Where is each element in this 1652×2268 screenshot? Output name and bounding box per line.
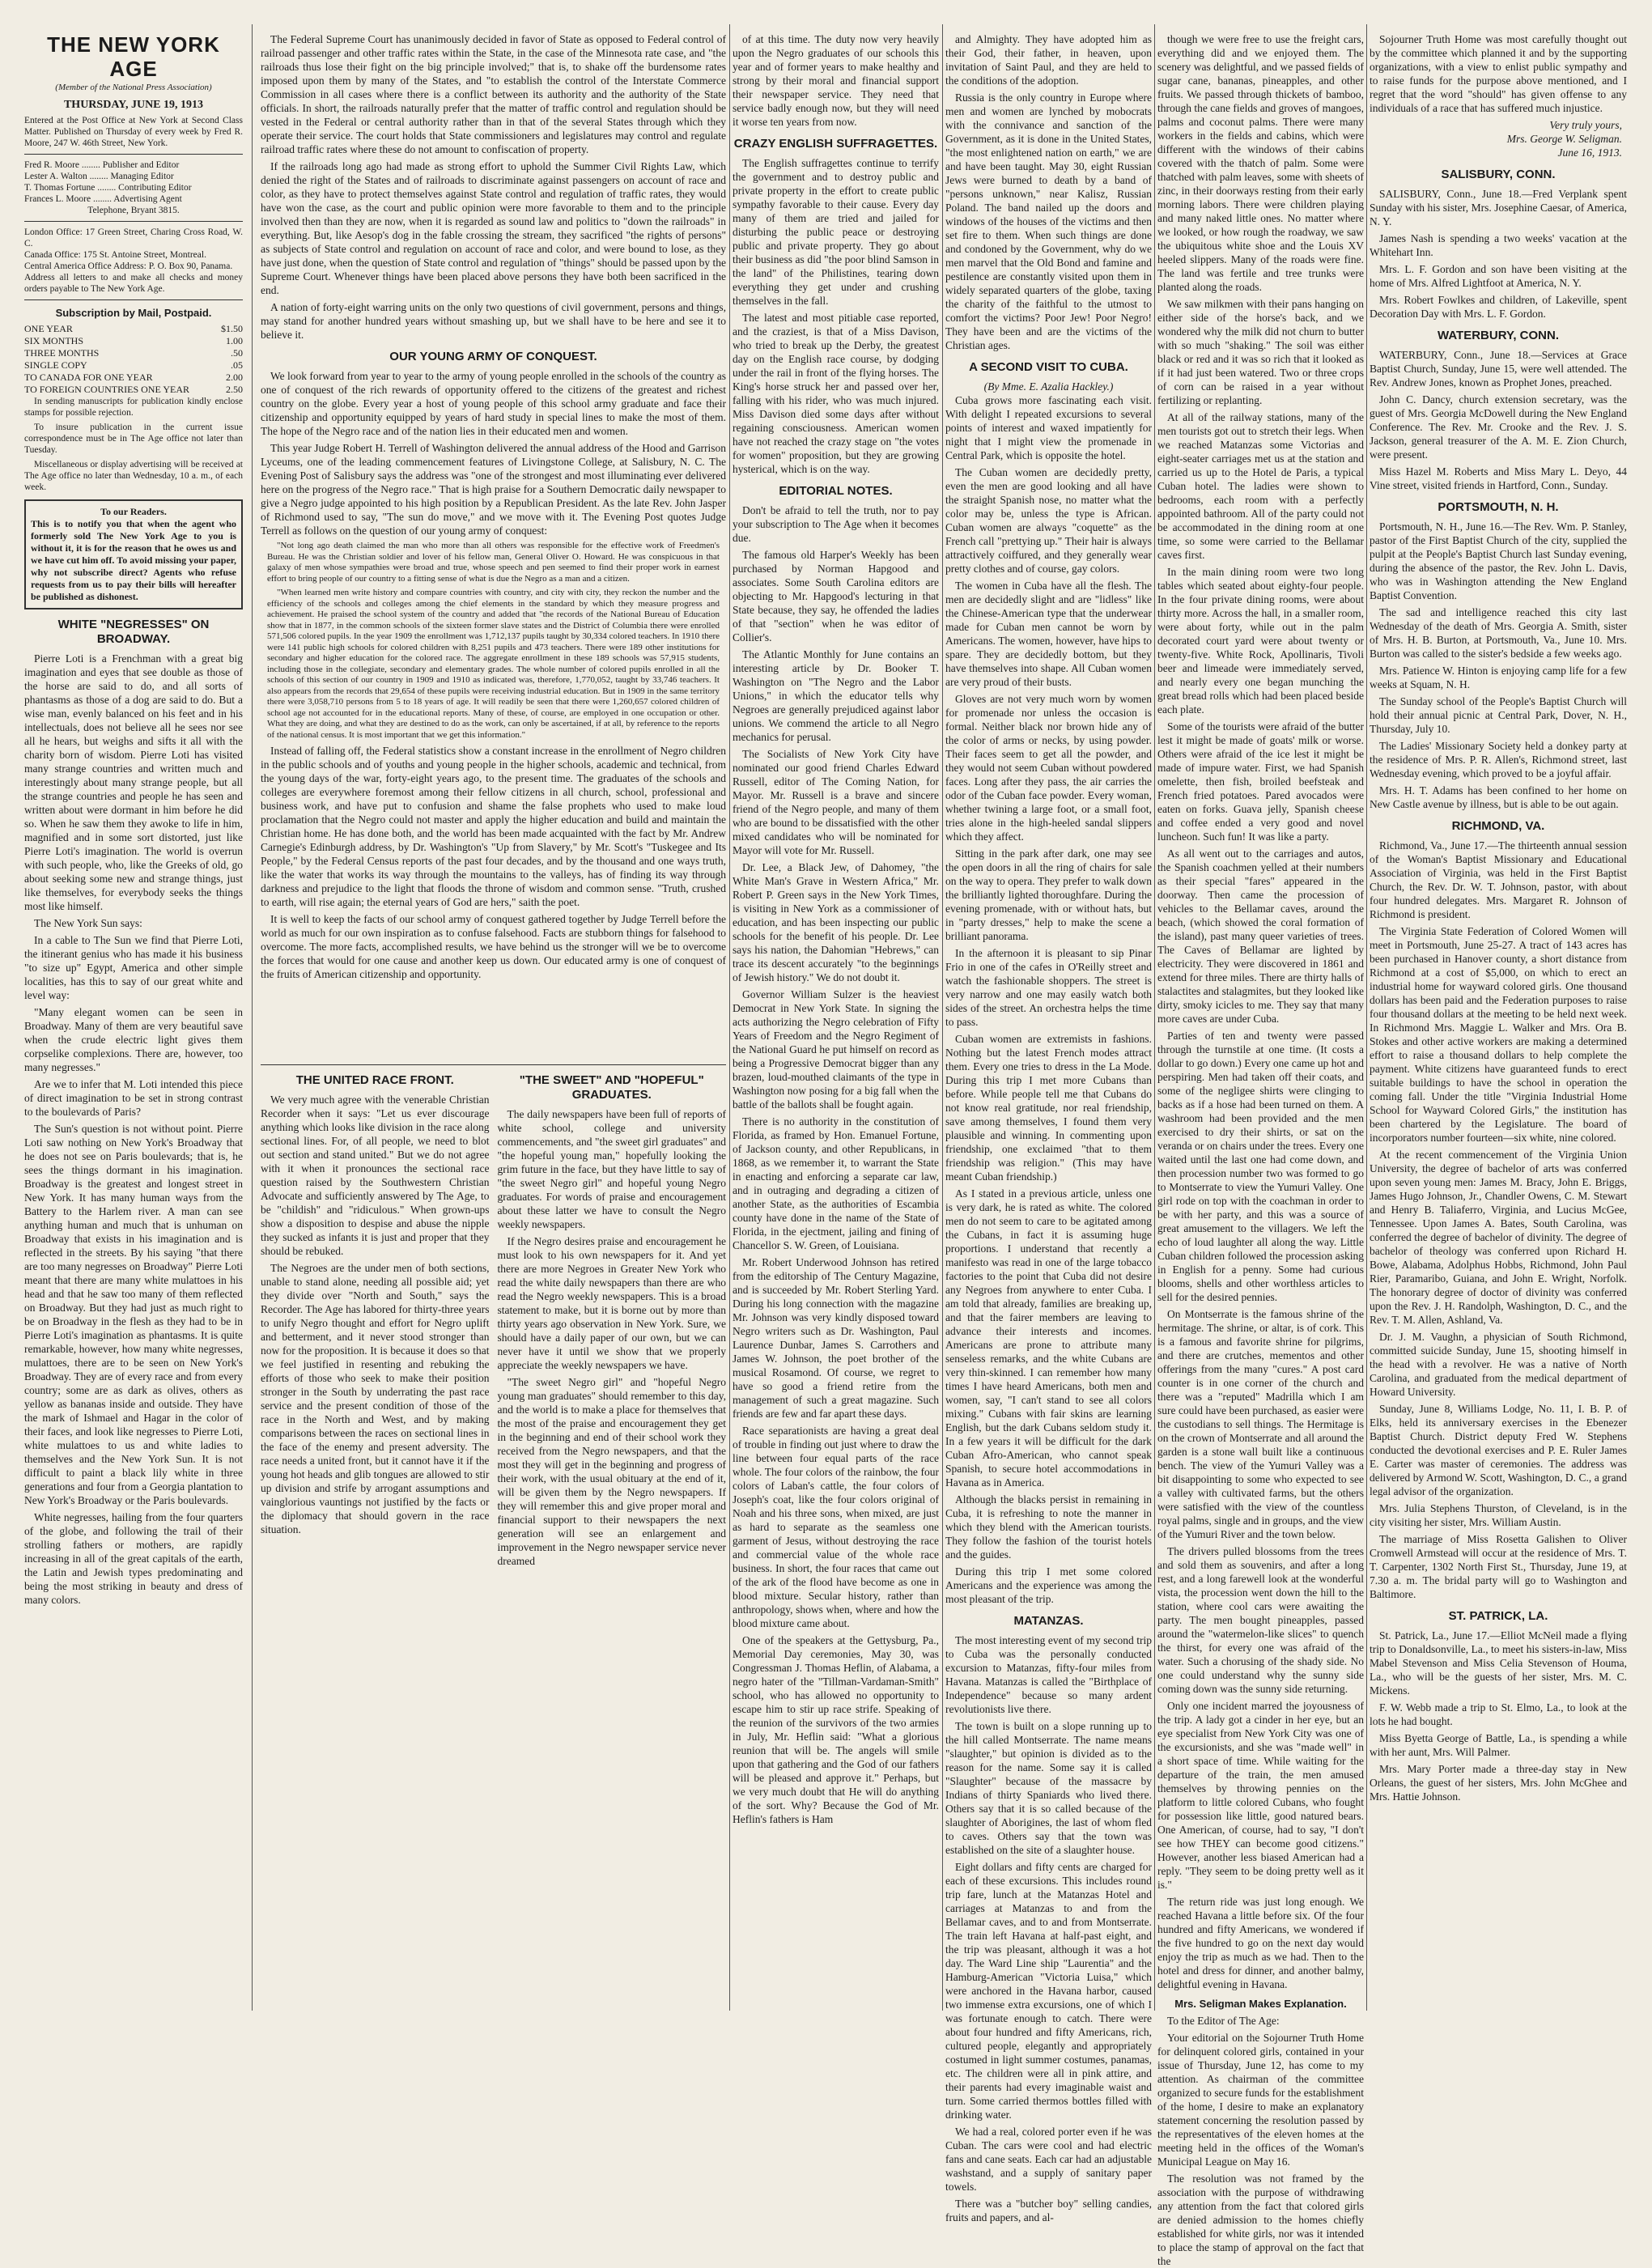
column-1	[24, 32, 243, 2007]
column-rule	[252, 24, 253, 2011]
paragraph: Parties of ten and twenty were passed through the turnstile at one time. (It costs a dollar to go down.) Every one came up hot and perspiring. Men had taken off their coats, and some of the negligee shirts were clinging to backs as if a hose had been turned on them. A washroom had been provided and the men exercised to dry their shirts, or sat on the veranda or on chairs under the trees. Every one waited until the last one had come down, and then procession number two was formed to go to Montserrate to view the Yumuri Valley. One girl rode on top with the coachman in order to be with her party, and this was a source of great amusement to the villagers. We left the echo of loud laughter all along the way. Little Cuban children followed the procession asking in English for a penny. Some had curious blooms, shells and other worthless articles to sell for the desired pennies.	[1157, 1030, 1364, 1303]
paragraph: As I stated in a previous article, unless one is very dark, he is rated as white. The colored men do not seem to care to be agitated among the Cubans, in fact it is assuming huge proportions. I understand that recently a manifesto was read in one of the large tobacco factories to the point that Cuba did not desire any Negroes from anywhere to enter Cuba. I am told that already, families are breaking up, and that the fairer members are leaving to advance their interests and incomes. Americans are prone to attribute many senseless remarks, and the white Cubans are very thin-skinned. I can remember how many times I have heard Americans, both men and women, say, "I can't stand to see all colors mixing." Cubans with fair skins are learning English, but the dark Cubans seldom study it. In a few years it will be difficult for the dark Cuban Afro-American, who cannot speak Spanish, to secure hotel accommodations in Havana as in America.	[945, 1187, 1152, 1489]
news-item: St. Patrick, La., June 17.—Elliot McNeil made a flying trip to Donaldsonville, La., to meet his sisters-in-law, Miss Mabel Stevenson and Miss Celia Stevenson of Houma, La., who will be the guests of her sister, Mrs. M. C. Mickens.	[1370, 1629, 1627, 1697]
staff-line: Frances L. Moore ........ Advertising Agent	[24, 194, 182, 204]
rate-label: SIX MONTHS	[24, 335, 84, 346]
paragraph: Are we to infer that M. Loti intended this piece of direct imagination to be set in strong contrast to the boulevards of Paris?	[24, 1078, 243, 1118]
paragraph: though we were free to use the freight cars, everything did and we enjoyed them. The scenery was delightful, and we passed fields of sugar cane, bananas, pineapples, and other fruits. We passed through thickets of bamboo, through the cane fields and groves of mangoes, palms and coconut palms. There were many workers in the fields and cabins, which were different with the windows of their cabins covered with the thatch of palm. Some were thatched with palm leaves, some with sheets of zinc, in their doorways resting from their early morning labors. There were children playing and many naked little ones. No matter where we looked, or how rough the roadway, we saw the ubiquitous white shoe and the Louis XV heeled slippers. Many of the roads were fine. The land was fertile and tree trunks were planted along the roads.	[1157, 33, 1364, 293]
masthead-title: THE NEW YORK AGE	[47, 32, 220, 81]
news-item: Mrs. Mary Porter made a three-day stay in New Orleans, the guest of her sisters, Mrs. John McGhee and Mrs. Hattie Johnson.	[1370, 1763, 1627, 1803]
paragraph: During this trip I met some colored Americans and the experience was among the most pleasant of the trip.	[945, 1565, 1152, 1605]
office-line: London Office: 17 Green Street, Charing Cross Road, W. C.	[24, 227, 243, 248]
article-body	[261, 32, 726, 342]
news-item: The Ladies' Missionary Society held a donkey party at the residence of Mrs. P. R. Allen's, Richmond street, last Wednesday evening, which proved to be a joyful affair.	[1370, 740, 1627, 779]
rate-row	[24, 323, 243, 335]
letter-signature	[1370, 118, 1627, 159]
paragraph: Only one incident marred the joyousness of the trip. A lady got a cinder in her eye, but an eye specialist from New York City was one of the excursionists, and she was "made well" in a short space of time. While waiting for the departure of the train, the men amused themselves by throwing pennies on the platform to little colored Cubans, who fought for possession like little, good natured bears. One American, of course, had to say, "I don't see how THEY can become good citizens." However, another less biased American had a reply. "They seem to be doing pretty well as it is."	[1157, 1700, 1364, 1891]
section-heading: SALISBURY, CONN.	[1441, 168, 1556, 181]
paragraph: White negresses, hailing from the four quarters of the globe, and following the trail of their strolling fathers or mothers, are rapidly increasing in all of the great capitals of the earth, the Latin and Jewish types predominating and being the most striking in beauty and dress of many colors.	[24, 1511, 243, 1606]
editorial-note: The famous old Harper's Weekly has been purchased by Norman Hapgood and associates. Some South Carolina editors are objecting to Mr. Hapgood's lecturing in that State because, they say, he offended the ladies of that "section" when he was editor of Collier's.	[733, 549, 939, 643]
news-item: Mrs. Julia Stephens Thurston, of Cleveland, is in the city visiting her sister, Mrs. William Austin.	[1370, 1502, 1627, 1528]
editorial-note: Governor William Sulzer is the heaviest Democrat in New York State. In signing the acts authorizing the Negro celebration of Fifty Years of Freedom and the Negro Regiment of the National Guard he put himself on record as being a Progressive Democrat bigger than any brazen, loud-mouthed claimants of the type in Washington now posing for a big fall when the battle of the ballots shall be fought again.	[733, 988, 939, 1111]
news-item: The marriage of Miss Rosetta Galishen to Oliver Cromwell Armstead will occur at the residence of Mrs. T. T. Carpenter, 1302 North First St., Thursday, June 19, at 7.30 a. m. The bridal party will go to Washington and Baltimore.	[1370, 1533, 1627, 1600]
article-body	[945, 32, 1152, 352]
section-heading: ST. PATRICK, LA.	[1448, 1609, 1548, 1623]
paragraph: We had a real, colored porter even if he was Cuban. The cars were cool and had electric fans and cane seats. Each car had an adjustable washstand, and a supply of sanitary paper towels.	[945, 2126, 1152, 2193]
paragraph: In the afternoon it is pleasant to sip Pinar Frio in one of the cafes in O'Reilly street and watch the fashionable shoppers. The street is very narrow and one may easily watch both sides of the street. An orchestra helps the time to pass.	[945, 947, 1152, 1028]
paragraph: Gloves are not very much worn by women for promenade nor unless the occasion is formal. Neither black nor brown hide any of the color of arms or necks, by using powder. Their faces seem to get all the powder, and they would not seem Cuban without powdered faces. Long after they pass, the air carries the odor of the Cuban face powder. Every woman, whether twining a large foot, or a small foot, tries alone in the high-heeled sandal slippers which they affect.	[945, 693, 1152, 843]
news-item: Miss Hazel M. Roberts and Miss Mary L. Deyo, 44 Vine street, visited friends in Hartford, Conn., Sunday.	[1370, 465, 1627, 491]
paragraph: Cuba grows more fascinating each visit. With delight I repeated excursions to several points of interest and waxed impatiently for night that I might view the promenade in Central Park, which is opposite the hotel.	[945, 394, 1152, 461]
rate-row	[24, 347, 243, 359]
rate-label: TO FOREIGN COUNTRIES ONE YEAR	[24, 384, 189, 395]
paragraph: If the Negro desires praise and encouragement he must look to his own newspapers for it. And yet there are more Negroes in Greater New York who read the white daily newspapers than there are who read the Negro weekly newspapers. This is a broad statement to make, but it is borne out by more than thirty years ago observation in New York. Sure, we should have a daily paper of our own, but we can never have it until we show that we properly appreciate the weekly newspapers we have.	[497, 1235, 726, 1371]
section-heading: WATERBURY, CONN.	[1438, 329, 1559, 342]
paragraph: "Many elegant women can be seen in Broadway. Many of them are very beautiful save when the crude electric light gives them corpselike complexions. There are, however, too many negresses."	[24, 1006, 243, 1073]
news-item: Mrs. Patience W. Hinton is enjoying camp life for a few weeks at Squam, N. H.	[1370, 665, 1627, 690]
rate-row	[24, 384, 243, 396]
article-heading: MATANZAS.	[1013, 1614, 1084, 1628]
paragraph: The women in Cuba have all the flesh. The men are decidedly slight and are "lidless" like the Chinese-American type that the underwear made for Cuban men cannot be worn by Americans. The women, however, have hips to spare. They are decidedly bottom, but they have themselves into shape. All Cuban women are very proud of their busts.	[945, 580, 1152, 688]
article-body	[733, 156, 939, 476]
column-3	[733, 32, 939, 2007]
paragraph: and Almighty. They have adopted him as their God, their father, in heaven, upon invitation of Saint Paul, and they are held to the conditions of the adoption.	[945, 33, 1152, 87]
news-item: Richmond, Va., June 17.—The thirteenth annual session of the Woman's Baptist Missionary and Educational Association of Virginia, was held in the First Baptist Church, the Rev. Dr. W. T. Johnson, pastor, with about four hundred delegates. Mrs. Margaret R. Johnson of Richmond is president.	[1370, 839, 1627, 920]
article-heading: WHITE "NEGRESSES" ON BROADWAY.	[57, 618, 210, 646]
paragraph: The latest and most pitiable case reported, and the craziest, is that of a Miss Davison, who tried to break up the Derby, the greatest day on the English race course, by dodging under the rail in front of the flying horses. The King's horse struck her and passed over her, falling with his rider, who was much injured. Miss Davison died some days after without regaining consciousness. American women have not reached the crazy stage on "the votes for women" proposition, but they are growing hysterical, which is on the way.	[733, 312, 939, 475]
paragraph: The most interesting event of my second trip to Cuba was the personally conducted excursion to Matanzas, fifty-four miles from Havana. Matanzas is called the "Birthplace of Independence" because so many ardent revolutionists live there.	[945, 1634, 1152, 1715]
article-body	[1157, 32, 1364, 1991]
rate-price: .50	[231, 347, 243, 359]
divider	[24, 299, 243, 300]
paragraph: There was a "butcher boy" selling candies, fruits and papers, and al-	[945, 2198, 1152, 2223]
news-item: Portsmouth, N. H., June 16.—The Rev. Wm. P. Stanley, pastor of the First Baptist Church of the city, supplied the pulpit at the People's Baptist Church last Sunday evening, during the absence of the pastor, the Rev. John L. Davis, who was in Washington attending the New England Baptist Convention.	[1370, 520, 1627, 601]
column-rule	[1154, 24, 1155, 2011]
paragraph: Instead of falling off, the Federal statistics show a constant increase in the enrollment of Negro children in the public schools and of youths and young people in the higher schools, academic and technical, from the young days of the war, forty-eight years ago, to the present time. The graduates of the schools and colleges are everywhere foremost among their fellow citizens in all church, school, professional and business work, and have put to confusion and shame the false prophets who used to make loud proclamation that the Negro could not master and apply the higher education and build and maintain the Christian home. He has done both, and the world has been made acquainted with the fact by Mr. Andrew Carnegie's Edinburgh address, by Dr. Washington's "Up from Slavery," by Mr. Scott's "Tuskegee and Its People," by the Federal Census reports of the past four decades, and by the thousand and one ways truth, like the water that works its way through the mountains to the valleys, has of finding its way through darkness and prejudice to the light that floods the throne of wisdom and common sense. "Truth, crushed to earth, will rise again; the eternal years of God are hers," saith the poet.	[261, 745, 726, 908]
section-heading: PORTSMOUTH, N. H.	[1438, 500, 1559, 514]
paragraph: This year Judge Robert H. Terrell of Washington delivered the annual address of the Hood and Garrison Lyceums, one of the leading commencement features of Livingstone College, at Salisbury, N. C. The Evening Post of Salisbury says the address was "one of the strongest and most illuminating ever delivered here on the progress of the Negro race." That is high praise for a Southern Democratic daily newspaper to give a Negro judge appointed to his high position by a Republican President. As the late Rev. John Jasper of Richmond used to say, "The sun do move," and we move with it. The Evening Post quotes Judge Terrell as follows on the question of our young army of conquest:	[261, 442, 726, 537]
paragraph: Sojourner Truth Home was most carefully thought out by the committee which planned it and by the supporting organizations, with a view to enlist public sympathy and to raise funds for the purpose above mentioned, and I regret that the word "should" has given offense to any individuals of a race that has suffered much injustice.	[1370, 33, 1627, 114]
local-news	[1370, 168, 1627, 1803]
readers-notice-heading: To our Readers.	[100, 506, 167, 517]
paragraph: The Sun's question is not without point. Pierre Loti saw nothing on New York's Broadway that he does not see on Paris boulevards; that is, he sees the things dormant in his imagination. Broadway is the greatest and longest street in New York. It has many human ways from the Battery to the Harlem river. A man can see anything human and much that is unhuman on Broadway that exists in his imagination and is reflected in the streets. By his saying "that there are too many negresses on Broadway" Pierre Loti meant that there are many white mulattoes in his head and that he saw too many of them reflected on Broadway. But they had just as much right to be on Broadway in the flesh as they had to be in Pierre Loti's imagination as phantasms. It is quite remarkable, however, how many white negresses, mulattoes, there are to be seen on New York's Broadway. They are of every race and from every country; some are as dark as olives, others as yellow as bananas inside and outside. They have the mark of Ishmael and Hagar in the color of their faces, and look like negresses to Pierre Loti, white mulattoes to us and white ladies to themselves and the New York Sun. It is not difficult to paint a black lily white in three generations and four from a Georgia plantation to New York's Broadway or the Paris boulevards.	[24, 1123, 243, 1506]
paragraph: As all went out to the carriages and autos, the Spanish coachmen yelled at their numbers as their special "fares" appeared in the doorway. Then came the procession of vehicles to the Bellamar caves, around the beach, (which showed the coral formation of the island), past many queer varieties of trees. The Caves of Bellamar are lighted by electricity. They were discovered in 1861 and extend for three miles. There are thirty halls of stalactites and stalagmites, but they looked like dirty, smoky icicles to me. They say that many more caves are under Cuba.	[1157, 847, 1364, 1025]
byline: (By Mme. E. Azalia Hackley.)	[983, 380, 1114, 393]
paragraph: The Federal Supreme Court has unanimously decided in favor of State as opposed to Federal control of railroad passenger and other traffic rates within the State, in the case of the Minnesota rate case, and "the railroads thus lose their fight on the big principle involved;" that is, to shake off the burdensome rates imposed upon them by many of the States, and "to establish the control of the Interstate Commerce Commission in all cases where there is a conflict between its authority and the authority of the State officials. In short, the railroads naturally prefer that the matter of traffic control and regulation should be vested in the Federal or central authority rather than in that of the several States through which they operate their service. The court holds that State commissioners and legislatures may control and regulate railroad traffic rates where these do not amount to confiscation of property.	[261, 33, 726, 155]
news-item: Mrs. L. F. Gordon and son have been visiting at the home of Mrs. Alfred Lightfoot at America, N. Y.	[1370, 263, 1627, 289]
article-body	[733, 32, 939, 129]
staff-line: Lester A. Walton ........ Managing Editor	[24, 172, 174, 181]
office-line: Central America Office Address: P. O. Box 90, Panama.	[24, 261, 233, 271]
rate-price: .05	[231, 359, 243, 371]
article-body	[261, 1093, 490, 1536]
paragraph: At all of the railway stations, many of the men tourists got out to stretch their legs. When we reached Matanzas some Victorias and eight-seater carriages met us at the station and carried us up to the Hotel de Paris, a typical Cuban hotel. The ladies were shown to bedrooms, each room with a perfectly appointed bathroom. All of the party could not be accommodated in the dining room at one time, so some were carried to the Bellamar caves first.	[1157, 411, 1364, 561]
editorial-note: The Socialists of New York City have nominated our good friend Charles Edward Russell, editor of The Coming Nation, for Mayor. Mr. Russell is a brave and sincere friend of the Negro people, and many of them who are bound to be dissatisfied with the other mixed candidates who will be nominated for Mayor will vote for Mr. Russell.	[733, 748, 939, 856]
column-4	[945, 32, 1152, 2223]
payment-notice: Address all letters to and make all checks and money orders payable to The New York Age.	[24, 273, 243, 294]
paragraph: Some of the tourists were afraid of the butter lest it might be made of goats' milk or worse. Others were afraid of the ice lest it might be made of impure water. First, we had Spanish omelette, then fish, broiled beefsteak and French fried potatoes. Pared avocados were eaten on forks. Guava jelly, Spanish cheese and coffee ended a very good and novel luncheon. Such fun! It was like a party.	[1157, 720, 1364, 843]
editorial-note: One of the speakers at the Gettysburg, Pa., Memorial Day ceremonies, May 30, was Congressman J. Thomas Heflin, of Alabama, a negro hater of the "Tillman-Vardaman-Smith" school, who has allowed no opportunity to escape him to stir up race strife. Speaking of the reunion of the survivors of the two armies in July, Mr. Heflin said: "What a glorious reunion that will be. The angels will smile upon that gathering and the God of our fathers will be pleased and approve it." Perhaps, but we very much doubt that He will do anything of the sort. Why? Because the God of Mr. Heflin's fathers is Ham	[733, 1634, 939, 1825]
column-5	[1157, 32, 1364, 2267]
letter-body	[1157, 2014, 1364, 2268]
article-heading: A SECOND VISIT TO CUBA.	[969, 360, 1128, 374]
article-body	[498, 1107, 727, 1568]
paragraph: Although the blacks persist in remaining in Cuba, it is refreshing to note the manner in which they blend with the American tourists. They follow the fashion of the tourist hotels and the guides.	[945, 1493, 1152, 1561]
rate-row	[24, 372, 243, 384]
paragraph: Sitting in the park after dark, one may see the open doors in all the ring of chairs for sale on the way to opera. They prefer to walk down the brilliantly lighted thoroughfare. During the evening promenade, with or without hats, but in "party dresses," help to make the scene a brilliant panorama.	[945, 847, 1152, 942]
paragraph: We saw milkmen with their pans hanging on either side of the horse's back, and we wondered why the milk did not churn to butter with so much "shaking." The soil was either black or red and it was so rich that it looked as if it had just been watered. Two or three crops of corn can be raised in a year without fertilizing or replanting.	[1157, 298, 1364, 406]
article-heading: Mrs. Seligman Makes Explanation.	[1174, 1998, 1347, 2010]
subscription-note: To insure publication in the current issue correspondence must be in The Age office not later than Tuesday.	[24, 423, 243, 455]
subscription-rates	[24, 323, 243, 396]
article-body	[945, 393, 1152, 1606]
paragraph: The Cuban women are decidedly pretty, even the men are good looking and all have the straight Spanish nose, no matter what the color may be, unless the type is African. Cuban women are always "coquette" as the French call "prettying up." Their hair is always attractively coiffured, and they generally wear pretty clothes and of course, gay colors.	[945, 466, 1152, 575]
rate-row	[24, 359, 243, 372]
readers-notice-text: This is to notify you that when the agent who formerly sold The New York Age to you is without it, it is for the reason that he owes us and we have cut him off. To avoid missing your paper, why not subscribe direct? Agents who refuse requests from us to pay their bills will hereafter be published as dishonest.	[31, 518, 236, 602]
article-body	[945, 1633, 1152, 2224]
news-item: The Sunday school of the People's Baptist Church will hold their annual picnic at Central Park, Dover, N. H., Thursday, July 10.	[1370, 695, 1627, 735]
subscription-note: In sending manuscripts for publication kindly enclose stamps for possible rejection.	[24, 397, 243, 418]
rate-row	[24, 335, 243, 347]
paragraph: To the Editor of The Age:	[1167, 2015, 1280, 2027]
signature-line: June 16, 1913.	[1557, 147, 1622, 159]
column-2-editorial	[261, 32, 726, 1060]
rate-label: TO CANADA FOR ONE YEAR	[24, 372, 153, 383]
paragraph: It is well to keep the facts of our school army of conquest gathered together by Judge Terrell before the world as much for our own inspiration as to confuse falsehood. Facts are stubborn things for falsehood to overcome. The more facts, accomplished results, we have behind us the stronger will we be to overcome the forces that would for one cause and another keep us down. Our educated army is one of conquest of the fruits of American citizenship and opportunity.	[261, 913, 726, 980]
paragraph: The daily newspapers have been full of reports of white school, college and university commencements, and "the sweet girl graduates" and "the hopeful young man," hopefully looking the grim future in the face, but they have little to say of "the sweet Negro girl" and hopeful young Negro graduates. For words of praise and encouragement about these latter we have to consult the Negro weekly newspapers.	[497, 1108, 726, 1230]
paragraph: The return ride was just long enough. We reached Havana a little before six. Of the four hundred and fifty Americans, we wondered if the five hundred to go on the next day would enjoy the trip as much as we had. Then to the hotel and dress for dinner, and another balmy, delightful evening in Havana.	[1157, 1896, 1364, 1990]
subscription-notes	[24, 396, 243, 493]
news-item: F. W. Webb made a trip to St. Elmo, La., to look at the lots he had bought.	[1370, 1701, 1627, 1727]
editorial-note: Dr. Lee, a Black Jew, of Dahomey, "the White Man's Grave in Western Africa," Mr. Robert P. Green says in the New York Times, is visiting in New York as a commissioner of education, and has been inspecting our public schools for the benefit of his people. Dr. Lee says his nation, the Dahomian "Hebrews," can trace its descent accurately "to the beginnings of Jewish history." We do not doubt it.	[733, 861, 939, 983]
signature-line: Mrs. George W. Seligman.	[1506, 133, 1622, 145]
issue-date: THURSDAY, JUNE 19, 1913	[63, 99, 204, 111]
paragraph: The town is built on a slope running up to the hill called Montserrate. The name means "slaughter," but opinion is divided as to the reason for the name. Some say it is called "Slaughter" because of the massacre by Indians of thirty Spaniards who lived there. Others say that it is so called because of the slaughter of Aborigines, the last of whom fled to caves. Others say that the town was established on the site of a slaughter house.	[945, 1720, 1152, 1856]
paragraph: We very much agree with the venerable Christian Recorder when it says: "Let us ever discourage anything which looks like division in the race along sectional lines. For, of all people, we need to blot out section and stand united." But we do not agree with it when it pronounces the sectional race question raised by the Southwestern Christian Advocate and sufficiently answered by The Age, to be "childish" and "ridiculous." When grown-ups show a disposition to despise and abuse the nipple they sucked as infants it is just and proper that they should be rebuked.	[261, 1094, 490, 1257]
paragraph: Russia is the only country in Europe where men and women are lynched by mobocrats with the connivance and sanction of the Government, as it is done in the United States, "the most enlightened nation on earth," we are and have been taught. May 30, eight Russian Jews were burned to death by a band of "persons unknown," near Kalisz, Russian Poland. The band nailed up the doors and windows of the houses of the victims and then set fire to them. When such things are done and condoned by the Government, why do we men marvel that the Old Bond and famine and pestilence are constantly visited upon them in widely separated quarters of the globe, taxing the charity of the faithful to the utmost to comfort the victims? Poor Jew! Poor Negro! They have been and are the victims of the Christian ages.	[945, 91, 1152, 351]
subscription-note: Miscellaneous or display advertising will be received at The Age office no later than Wednesday, 10 a. m., of each week.	[24, 460, 243, 492]
article-heading: EDITORIAL NOTES.	[779, 484, 893, 498]
column-rule	[1366, 24, 1367, 2011]
quote-paragraph: "When learned men write history and compare countries with country, and city with city, they reckon the number and the efficiency of the schools and colleges among the chief elements in the standard by which they measure progress and achievement. He praised the school system of the country and added that "the records of the National Bureau of Education show that in 1877, in the common schools of the sixteen former slave states and the District of Columbia there were enrolled 571,506 colored pupils. In the year 1909 the enrollment was 1,712,137 pupils taught by 30,334 colored teachers. In 1910 there were 141 public high schools for colored children with 8,251 pupils and 473 teachers. There were 189 other institutions for secondary and higher education for the colored race. The aggregate enrollment in these 189 schools was 57,915 students, including those in the collegiate, secondary and elementary grades. The whole number of colored pupils enrolled in all the schools of this section of our country in 1909 and 1910 as indicated was, therefore, 1,770,052, taught by 33,746 teachers. It also appears from the records that 29,654 of these pupils were receiving industrial education. But in 1909 in the same territory there were 3,058,710 persons from 5 to 18 years of age. It will readily be seen that there were 1,260,657 colored children of school age not accounted for in the educational reports. Many of these, of course, are employed in one occupation or other. What they are doing, and what they are destined to do as the work, can only be ascertained, if at all, by reference to the reports of the national census. It is most important that we get this information."	[267, 588, 720, 740]
united-race-front-article	[261, 1065, 490, 1571]
quote-paragraph: "Not long ago death claimed the man who more than all others was responsible for the effective work of Freedmen's Bureau. He was the Christian soldier and lover of his fellow man, General Oliver O. Howard. He was conspicuous in that galaxy of men whose sympathies were broad and true, whose speech and pen seemed to find their proper work in earnest effort to bring people of our country to a fitting sense of what is due the Negro as a man and a citizen.	[267, 541, 720, 584]
paragraph: If the railroads long ago had made as strong effort to uphold the Summer Civil Rights Law, which denied the right of the States and of railroads to discriminate against passengers on account of race and color, as they have to protect themselves against State control and regulation of traffic rates, they would have won the case, as the court and public opinion were more favorable to them and to the principle involved then than they are now, when it is regarded as sound law and politics to "down the railroads" in everything. But, like Aesop's dog in the fable crossing the stream, they sacrificed "the rights of persons" as subjects of State control and regulation on account of race and color, and were bound to lose, as they have just done, when the question of State control and regulation of "things" should be passed upon by the Supreme Court. Whenever things have been placed above persons they have both been sacrificed in the end.	[261, 160, 726, 296]
paragraph: Eight dollars and fifty cents are charged for each of these excursions. This includes round trip fare, lunch at the Matanzas Hotel and carriages at Matanzas to and from the Bellamar caves, and to and from Montserrate. The train left Havana at half-past eight, and the trip was pleasant, although it was a hot day. The Ward Line ship "Laurentia" and the Hamburg-American "Victoria Luisa," which were anchored in the Havana harbor, caused two immense extra excursions, one of which I was fortunate enough to catch. There were about four hundred and fifty Americans, rich, cultured people, elegantly and appropriately costumed in light summer costumes, panamas, etc. The children were all in pink attire, and their parents had every imaginable waist and turn. Some carried thermos bottles filled with drinking water.	[945, 1861, 1152, 2121]
rate-price: $1.50	[221, 323, 243, 334]
letter-body	[1370, 32, 1627, 115]
news-item: The sad and intelligence reached this city last Wednesday of the death of Mrs. Georgia A. Smith, sister of Mrs. H. B. Burton, at Portsmouth, Va., June 10. Mrs. Burton was called to the sister's bedside a few weeks ago.	[1370, 606, 1627, 660]
staff-line: T. Thomas Fortune ........ Contributing Editor	[24, 183, 192, 193]
article-body	[261, 744, 726, 981]
paragraph: We look forward from year to year to the army of young people enrolled in the schools of the country as one of conquest of the rich rewards of opportunity offered to the citizens of the greatest and richest country on the globe. Every year a host of young people of this school army graduate and face their citizenship and opportunity equipped by years of hard study in special lines to make the most of them. The hope of the Negro race and of the nation lies in their educated men and women.	[261, 370, 726, 437]
article-heading: OUR YOUNG ARMY OF CONQUEST.	[389, 350, 597, 363]
news-item: James Nash is spending a two weeks' vacation at the Whitehart Inn.	[1370, 232, 1627, 258]
paragraph: In the main dining room were two long tables which seated about eighty-four people. In the four private dining rooms, were about thirty more. Across the hall, in a smaller room, were about forty, while out in the palm decorated court yard were about twenty or twenty-five. White Rock, Apollinaris, Tivoli beer and limeade were immediately served, and nearly every one began munching the great bread rolls which had been placed beside each plate.	[1157, 566, 1364, 716]
news-item: Sunday, June 8, Williams Lodge, No. 11, I. B. P. of Elks, held its anniversary exercises in the Ebenezer Baptist Church. District deputy Fred W. Stephens conducted the devotional exercises and P. E. Ruler James E. Carter was master of ceremonies. The address was delivered by Armond W. Scott, Washington, D. C., a grand legal advisor of the organization.	[1370, 1403, 1627, 1497]
telephone: Telephone, Bryant 3815.	[87, 206, 180, 215]
rate-price: 1.00	[226, 335, 243, 346]
staff-line: Fred R. Moore ........ Publisher and Editor	[24, 160, 180, 170]
section-heading: RICHMOND, VA.	[1451, 819, 1545, 833]
editorial-note: Don't be afraid to tell the truth, nor to pay your subscription to The Age when it becomes due.	[733, 504, 939, 544]
paragraph: Your editorial on the Sojourner Truth Home for delinquent colored girls, contained in your issue of Thursday, June 12, has come to my attention. As chairman of the committee organized to secure funds for the establishment of the home, I desire to make an explanatory statement concerning the resolution passed by the representatives of the eleven homes at the meeting held in the offices of the Woman's Municipal League on May 16.	[1157, 2032, 1364, 2168]
column-2-lower	[261, 1064, 726, 2008]
article-heading: THE UNITED RACE FRONT.	[295, 1073, 454, 1087]
news-item: John C. Dancy, church extension secretary, was the guest of Mrs. Georgia McDowell during the New England Conference. The Rev. Mr. Crooke and the Rev. J. S. Jackson, general treasurer of the A. M. E. Zion Church, were present.	[1370, 393, 1627, 461]
news-item: Miss Byetta George of Battle, La., is spending a while with her aunt, Mrs. Will Palmer.	[1370, 1732, 1627, 1758]
paragraph: The English suffragettes continue to terrify the government and to destroy public and private property in the effort to create public sympathy favorable to their cause. Every day many of them are tried and jailed for disturbing the public peace or destroying public and private property. They go about their business as did "the poor blind Samson in the land" of the Philistines, tearing down everything they get under and crushing themselves in the fall.	[733, 157, 939, 307]
column-6	[1370, 32, 1627, 2007]
masthead-subtitle: (Member of the National Press Association)	[55, 83, 212, 92]
news-item: The Virginia State Federation of Colored Women will meet in Portsmouth, June 25-27. A tract of 143 acres has been purchased in Hanover county, a short distance from Richmond at a cost of $5,000, on which to erect an industrial home for wayward colored girls. One thousand dollars has been paid and the Federation purposes to raise four thousand dollars at the meeting to be held next week. In Richmond Mrs. Maggie L. Walker and Mrs. Ora B. Stokes and other active workers are making a determined effort to raise a thousand dollars to help complete the payment. White citizens have guaranteed funds to erect suitable buildings to have the school in operation the coming fall. Under the title "Virginia Industrial Home School for Wayward Colored Girls," the institution has been chartered by the Legislature. The board of incorporators number fourteen—six white, nine colored.	[1370, 925, 1627, 1144]
news-item: WATERBURY, Conn., June 18.—Services at Grace Baptist Church, Sunday, June 15, were well attended. The Rev. Andrew Jones, known as Prophet Jones, preached.	[1370, 349, 1627, 389]
office-line: Canada Office: 175 St. Antoine Street, Montreal.	[24, 250, 206, 260]
paragraph: Cuban women are extremists in fashions. Nothing but the latest French modes attract them. Every one tries to dress in the La Mode. During this trip I met more Cubans than before. While people tell me that Cubans do not know real gratitude, nor real friendship, save among themselves, I found them very plausible and winning. In commenting upon friendship, one exclaimed "that to them friendship was religion." (This may have meant Cuban friendship.)	[945, 1033, 1152, 1183]
article-body	[24, 652, 243, 1607]
editorial-note: Race separationists are having a great deal of trouble in finding out just where to draw the line between four equal parts of the race whole. The four colors of the rainbow, the four colors of Laban's cattle, the four colors of Joseph's coat, like the four colors original of Noah and his three sons, when mixed, are just as hard to separate as the seamless one garment of Jesus, without destroying the race and commercial value of the whole race business. In short, the four races that came out of the ark of the flood have become as one in blood mixture. Secular history, rather than anthropology, shows when, where and how the blood mixture came about.	[733, 1425, 939, 1629]
article-heading: CRAZY ENGLISH SUFFRAGETTES.	[733, 137, 938, 151]
readers-notice-box	[24, 499, 243, 609]
divider	[24, 154, 243, 155]
rate-price: 2.50	[226, 384, 243, 395]
paragraph: A nation of forty-eight warring units on the only two questions of civil government, persons and things, may stand for another hundred years without smashing up, but we shall have to be here and see it to believe it.	[261, 301, 726, 341]
quoted-address	[267, 541, 720, 741]
paragraph: On Montserrate is the famous shrine of the hermitage. The shrine, or altar, is of cork. This is a famous and favorite shrine for pilgrims, and there are crutches, mementos and other offerings from the many "cures." A post card counter is in one corner of the church and there was a "reputed" Madrilla which I am sure could have been purchased, as easier were the custodians to sell things. The Hermitage is on the crown of Montserrate and all around the garden is a stone wall built like a continuous bench. The view of the Yumuri Valley was a bit disappointing to some who expected to see a valley with cultivated farms, but the others were satisfied with the view of the countless royal palms, single and in groups, and the view of the Yumuri River and the town below.	[1157, 1308, 1364, 1540]
article-body	[261, 369, 726, 537]
news-item: Mrs. Robert Fowlkes and children, of Lakeville, spent Decoration Day with Mrs. L. F. Gordon.	[1370, 294, 1627, 320]
column-rule	[729, 24, 730, 2011]
rate-price: 2.00	[226, 372, 243, 383]
rate-label: SINGLE COPY	[24, 359, 87, 371]
staff-list	[24, 159, 243, 216]
editorial-note: The Atlantic Monthly for June contains an interesting article by Dr. Booker T. Washington on "The Negro and the Labor Unions," in which the educator tells why Negroes are generally prejudiced against labor unions. We commend the article to all Negro mechanics for perusal.	[733, 648, 939, 743]
sweet-graduates-article	[498, 1065, 727, 1571]
news-item: Dr. J. M. Vaughn, a physician of South Richmond, committed suicide Sunday, June 15, shooting himself in the head with a revolver. He was a native of North Carolina, and graduated from the medical department of Howard University.	[1370, 1331, 1627, 1398]
editorial-note: There is no authority in the constitution of Florida, as framed by Hon. Emanuel Fortune, of Jackson county, and other Republicans, in 1868, as we remember it, to warrant the State in enacting and enforcing a separate car law, and in outraging and degrading a citizen of another State, as the authorities of Escambia county have done in the name of the State of Florida, in the ejectment, jailing and fining of Chancellor S. W. Green, of Louisiana.	[733, 1115, 939, 1251]
paragraph: The New York Sun says:	[34, 917, 142, 929]
news-item: SALISBURY, Conn., June 18.—Fred Verplank spent Sunday with his sister, Mrs. Josephine Caesar, of America, N. Y.	[1370, 188, 1627, 227]
paragraph: "The sweet Negro girl" and "hopeful Negro young man graduates" should remember to this day, and the world is to make a place for themselves that the most of the praise and encouragement they get in the beginning and end of their school work they received from the Negro newspapers, and that the most they will get in the beginning and progress of their work, with the usual obituary at the end of it, will be given them by the Negro newspapers. If they will remember this and give proper moral and financial support to their newspapers the next generation will see an enlargement and improvement in the Negro newspaper service never dreamed	[497, 1376, 726, 1567]
news-item: Mrs. H. T. Adams has been confined to her home on New Castle avenue by illness, but is able to be out again.	[1370, 784, 1627, 810]
article-body	[733, 503, 939, 1826]
entry-notice: Entered at the Post Office at New York at Second Class Matter. Published on Thursday of every week by Fred R. Moore, 247 W. 46th Street, New York.	[24, 116, 243, 148]
paragraph: The resolution was not framed by the association with the purpose of withdrawing any attention from the fact that colored girls are denied admission to the homes chiefly established for white girls, nor was it intended to place the stamp of approval on the fact that the	[1157, 2172, 1364, 2267]
signature-line: Very truly yours,	[1549, 119, 1622, 131]
paragraph: of at this time. The duty now very heavily upon the Negro graduates of our schools this year and of former years to make healthy and strong by their moral and financial support their newspaper service. They need that service badly enough now, but they will need it worse ten years from now.	[733, 33, 939, 128]
paragraph: In a cable to The Sun we find that Pierre Loti, the itinerant genius who has made it his business "to size up" Egypt, America and other simple localities, has this to say of our great white and level way:	[24, 934, 243, 1001]
article-heading: "THE SWEET" AND "HOPEFUL" GRADUATES.	[519, 1073, 704, 1102]
editorial-note: Mr. Robert Underwood Johnson has retired from the editorship of The Century Magazine, and is succeeded by Mr. Robert Sterling Yard. During his long connection with the magazine Mr. Johnson was very kindly disposed toward Negro writers such as Dr. Washington, Paul Laurence Dunbar, James S. Carrothers and James W. Johnson, the poet brother of the musical Rosamond. Of course, we regret to have so good a friend retire from the management of such a great magazine. Such friends are few and far apart these days.	[733, 1256, 939, 1420]
office-list	[24, 227, 243, 295]
subscription-heading: Subscription by Mail, Postpaid.	[55, 307, 212, 319]
rate-label: THREE MONTHS	[24, 347, 100, 359]
paragraph: The drivers pulled blossoms from the trees and sold them as souvenirs, and after a long rest, and a long farewell look at the wonderful vista, the procession went down the hill to the station, where cool cars were awaiting the party. The men bought pineapples, passed around the "watermelon-like slices" to quench the thirst, for every one was afraid of the water. Such a chorusing of the shady side. No one could understand why the sunny side coming down was the sunny side returning.	[1157, 1545, 1364, 1695]
paragraph: Pierre Loti is a Frenchman with a great big imagination and eyes that see double as those of the horse are said to do, and all sorts of phantasms as those of a dog are said to do. But a wise man, evenly balanced on his feet and in his intellectuals, does not believe all he sees nor see all he hears, but weighs and sifts it all with the charity born of wisdom. Pierre Loti has visited many strange countries and written much and interestingly about many strange people, but all the strange countries and people he has seen and written about were dormant in him before he did so. When he saw them they awoke to life in him, magnified and in some sort distorted, just like Pierre Loti's imagination. The world is overrun with such people, who, like the Greeks of old, go about seeking some new and strange things, just like themselves, for everybody seeks the things most like himself.	[24, 652, 243, 912]
news-item: At the recent commencement of the Virginia Union University, the degree of bachelor of arts was conferred upon seven young men: James M. Bracy, John E. Briggs, James Hugo Johnson, Jr., Chandler Owens, C. M. Stewart and Henry B. Taliaferro, Virginia, and Lucius McGee, Tennessee. Upon James A. Bates, South Carolina, was conferred the degree of bachelor of divinity. The degree of bachelor of theology was conferred upon Richard H. Bowe, Alabama, Adolphus Hobbs, Richmond, John Paul Rier, Paramaribo, Guiana, and John E. Wright, Norfolk. The honorary degree of doctor of divinity was conferred upon the Rev. J. H. Randolph, Washington, D. C., and the Rev. T. M. Allen, Ashland, Va.	[1370, 1149, 1627, 1326]
rate-label: ONE YEAR	[24, 323, 73, 334]
paragraph: The Negroes are the under men of both sections, unable to stand alone, needing all possible aid; yet they divide over "North and South," says the Recorder. The Age has labored for thirty-three years to unify Negro thought and effort for Negro uplift and betterment, and it never stood stronger than now for the proposition. It is because it does so that we feel justified in resenting and rebuking the efforts of those who seek to make their position stronger in the South by underrating the past race service and the present condition of those of the race in the North and West, and by making comparisons between the races on sectional lines in the face of the enemy and present adversity. The race needs a united front, but it cannot have it if the young hot heads and glib tongues are allowed to stir up division and strife by arrogant assumptions and vainglorious vauntings not justified by the facts or the diplomacy that should govern in the race situation.	[261, 1262, 490, 1535]
column-rule	[942, 24, 943, 2011]
divider	[24, 221, 243, 222]
